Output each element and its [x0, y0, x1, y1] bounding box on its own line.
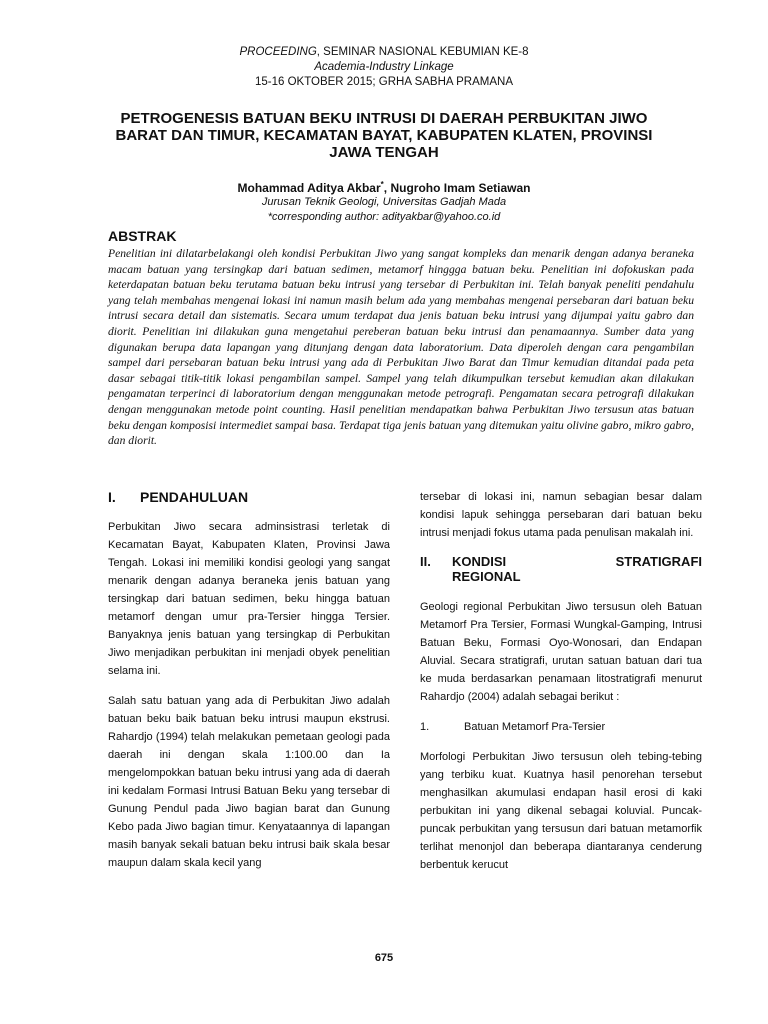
body-paragraph: Perbukitan Jiwo secara adminsistrasi terletak di Kecamatan Bayat, Kabupaten Klaten, Provinsi Jawa Tengah. Lokasi ini memiliki kondisi geologi yang sangat menarik dengan adanya beraneka jenis batuan yang tersingkap dari batuan sedimen, beku hingga batuan metamorf dengan umur pra-Tersier hingga Tersier. Banyaknya jenis batuan yang tersingkap di Perbukitan Jiwo menjadikan perbukitan ini menjadi obyek penelitian selama ini.: [108, 521, 390, 677]
proceeding-header-line2: Academia-Industry Linkage: [314, 61, 454, 73]
proceeding-header-line3: 15-16 OKTOBER 2015; GRHA SABHA PRAMANA: [254, 76, 513, 88]
page-number: 675: [374, 952, 394, 964]
proceeding-label: PROCEEDING: [239, 46, 317, 58]
paper-title: PETROGENESIS BATUAN BEKU INTRUSI DI DAERAH PERBUKITAN JIWO BARAT DAN TIMUR, KECAMATAN BAYAT, KABUPATEN KLATEN, PROVINSI JAWA TENGAH: [115, 110, 653, 161]
left-column: [108, 488, 390, 884]
abstract-heading: ABSTRAK: [108, 228, 177, 244]
author-list: [0, 180, 768, 195]
section-title-word1: KONDISI: [452, 554, 507, 569]
affiliation: Jurusan Teknik Geologi, Universitas Gadjah Mada: [261, 196, 507, 208]
body-paragraph: Salah satu batuan yang ada di Perbukitan Jiwo adalah batuan beku baik batuan beku intrusi maupun ekstrusi. Rahardjo (1994) telah melakukan pemetaan geologi pada daerah ini dengan skala 1:100.00 dan Ia mengelompokkan batuan beku intrusi yang ada di daerah ini kedalam Formasi Intrusi Batuan Beku yang tersebar di Gunung Pendul pada Jiwo bagian barat dan Gunung Kebo pada Jiwo bagian timur. Kenyataannya di lapangan masih banyak sekali batuan beku intrusi baik skala besar maupun dalam skala kecil yang: [108, 695, 390, 869]
seminar-name: , SEMINAR NASIONAL KEBUMIAN KE-8: [316, 46, 529, 58]
section-heading-stratigrafi: [420, 554, 702, 584]
subsection-heading: [420, 718, 702, 736]
co-author: , Nugroho Imam Setiawan: [383, 181, 531, 195]
right-column: [420, 488, 702, 886]
section-title-word2: STRATIGRAFI: [615, 554, 702, 569]
section-title: PENDAHULUAN: [140, 489, 249, 505]
subsection-number: 1.: [420, 721, 430, 733]
proceeding-header-line1: [0, 45, 768, 60]
corresponding-author: *corresponding author: adityakbar@yahoo.co.id: [267, 211, 501, 223]
subsection-title: Batuan Metamorf Pra-Tersier: [464, 721, 606, 733]
abstract-text: Penelitian ini dilatarbelakangi oleh kondisi Perbukitan Jiwo yang sangat kompleks dan menarik dengan adanya beraneka macam batuan yang tersingkap dari batuan sedimen, metamorf hinggga batuan beku. Penelitian ini dofokuskan pada keterdapatan batuan beku terutama batuan beku intrusi yang tersebar di Perbukitan ini. Telah banyak peneliti pendahulu yang telah membahas mengenai lokasi ini namun masih belum ada yang membahas mengenai persebaran dari batuan beku intrusi secara detail dan sistematis. Secara umum terdapat dua jenis batuan beku intrusi yang dijumpai yaitu gabro dan diorit. Penelitian ini dilakukan guna mengetahui pereberan batuan beku intrusi dan penamaannya. Sumber data yang digunakan berupa data lapangan yang ditunjang dengan data laboratorium. Data diperoleh dengan cara pengambilan sampel dari persebaran batuan beku intrusi yang ada di Perbukitan Jiwo Barat dan Timur kemudian ditandai pada peta dasar sebagai titik-titik lokasi pengambilan sampel. Sampel yang telah dikumpulkan tersebut kemudian akan dilakukan pengamatan terperinci di laboratorium dengan menggunakan metode petrografi. Pengamatan secara petrografi dilakukan dengan menggunakan metode point counting. Hasil penelitian mendapatkan bahwa Perbukitan Jiwo tersusun atas batuan beku dengan komposisi intermediet sampai basa. Terdapat tiga jenis batuan yang ditemukan yaitu olivine gabro, mikro gabro, dan diorit.: [108, 247, 694, 448]
first-author: Mohammad Aditya Akbar: [237, 181, 381, 195]
body-paragraph: Morfologi Perbukitan Jiwo tersusun oleh tebing-tebing yang terbiku kuat. Kuatnya hasil penorehan tersebut menghasilkan akumulasi endapan hasil erosi di kaki perbukitan ini yang dikenal sebagai koluvial. Puncak-puncak perbukitan yang tersusun dari batuan metamorfik terlihat menonjol dan beberapa diantaranya cenderung berbentuk kerucut: [420, 751, 702, 871]
section-title-line2: REGIONAL: [452, 569, 521, 584]
section-number: I.: [108, 489, 116, 505]
section-number: II.: [420, 554, 431, 569]
body-paragraph-continued: tersebar di lokasi ini, namun sebagian besar dalam kondisi lapuk sehingga persebaran dari batuan beku intrusi menjadi fokus utama pada penulisan makalah ini.: [420, 491, 702, 539]
corresponding-mark: *: [380, 180, 384, 189]
section-heading-pendahuluan: [108, 488, 390, 506]
body-paragraph: Geologi regional Perbukitan Jiwo tersusun oleh Batuan Metamorf Pra Tersier, Formasi Wungkal-Gamping, Intrusi Batuan Beku, Formasi Oyo-Wonosari, dan Endapan Aluvial. Secara stratigrafi, urutan satuan batuan dari tua ke muda berdasarkan penamaan litostratigrafi menurut Rahardjo (2004) adalah sebagai berikut :: [420, 601, 702, 703]
